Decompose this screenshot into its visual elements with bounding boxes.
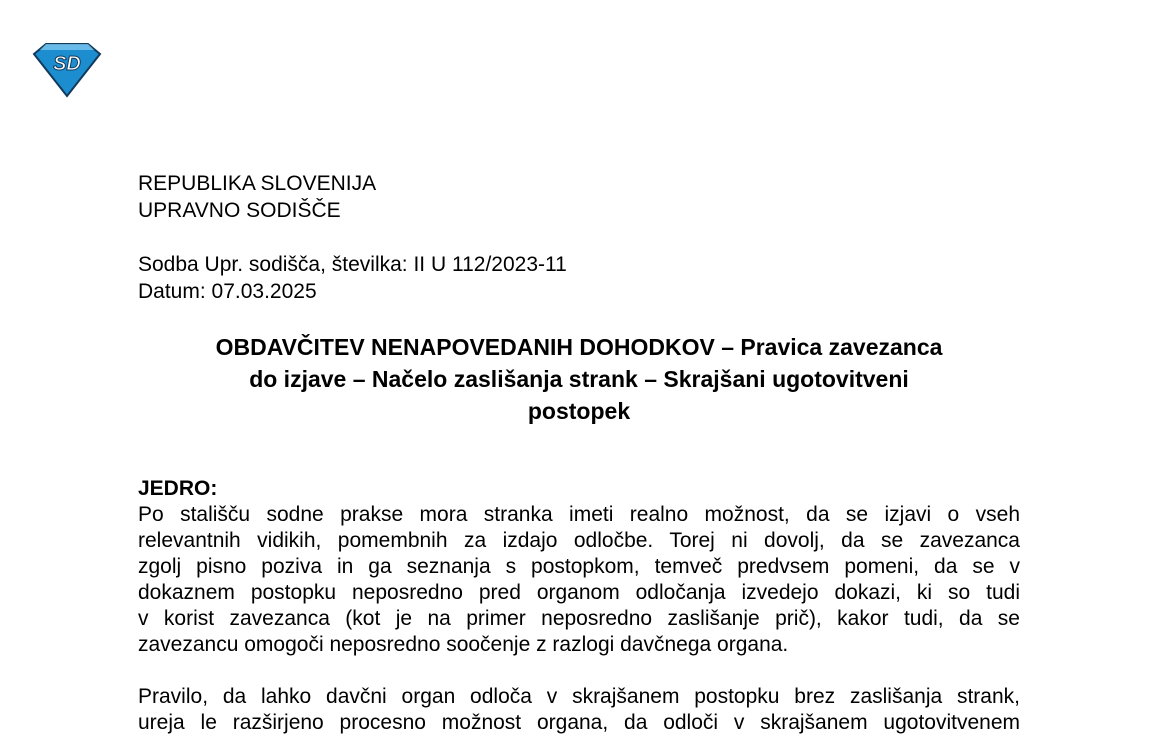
sd-logo bbox=[30, 40, 104, 100]
document-title bbox=[138, 331, 1020, 427]
paragraph-line: relevantnih vidikih, pomembnih za izdajo odločbe. Torej ni dovolj, da se zavezanca bbox=[138, 529, 1020, 552]
title-line: OBDAVČITEV NENAPOVEDANIH DOHODKOV – Pravica zavezanca bbox=[215, 334, 943, 360]
judgment-date: Datum: 07.03.2025 bbox=[138, 280, 317, 303]
core-heading: JEDRO: bbox=[138, 477, 218, 500]
sd-diamond-logo-icon bbox=[30, 40, 104, 100]
paragraph-line: ureja le razširjeno procesno možnost organa, da odloči v skrajšanem ugotovitvenem bbox=[138, 711, 1020, 734]
title-line: postopek bbox=[527, 398, 631, 424]
logo-text: SD bbox=[53, 53, 81, 75]
title-line: do izjave – Načelo zaslišanja strank – Skrajšani ugotovitveni bbox=[249, 366, 909, 392]
paragraph-line: zavezancu omogoči neposredno soočenje z razlogi davčnega organa. bbox=[138, 633, 789, 656]
country-name: REPUBLIKA SLOVENIJA bbox=[138, 172, 377, 195]
paragraph-line: Po stališču sodne prakse mora stranka imeti realno možnost, da se izjavi o vseh bbox=[138, 503, 1020, 526]
core-paragraph bbox=[138, 684, 1020, 736]
paragraph-line: zgolj pisno poziva in ga seznanja s postopkom, temveč predvsem pomeni, da se v bbox=[138, 555, 1020, 578]
paragraph-line: Pravilo, da lahko davčni organ odloča v skrajšanem postopku brez zaslišanja strank, bbox=[138, 685, 1020, 708]
court-name: UPRAVNO SODIŠČE bbox=[138, 199, 341, 222]
judgment-number: Sodba Upr. sodišča, številka: II U 112/2023-11 bbox=[138, 253, 567, 276]
core-paragraph bbox=[138, 502, 1020, 658]
paragraph-line: v korist zavezanca (kot je na primer neposredno zaslišanje prič), kakor tudi, da se bbox=[138, 607, 1020, 630]
paragraph-line: dokaznem postopku neposredno pred organom odločanja izvedejo dokazi, ki so tudi bbox=[138, 581, 1020, 604]
document-body bbox=[138, 170, 1020, 736]
